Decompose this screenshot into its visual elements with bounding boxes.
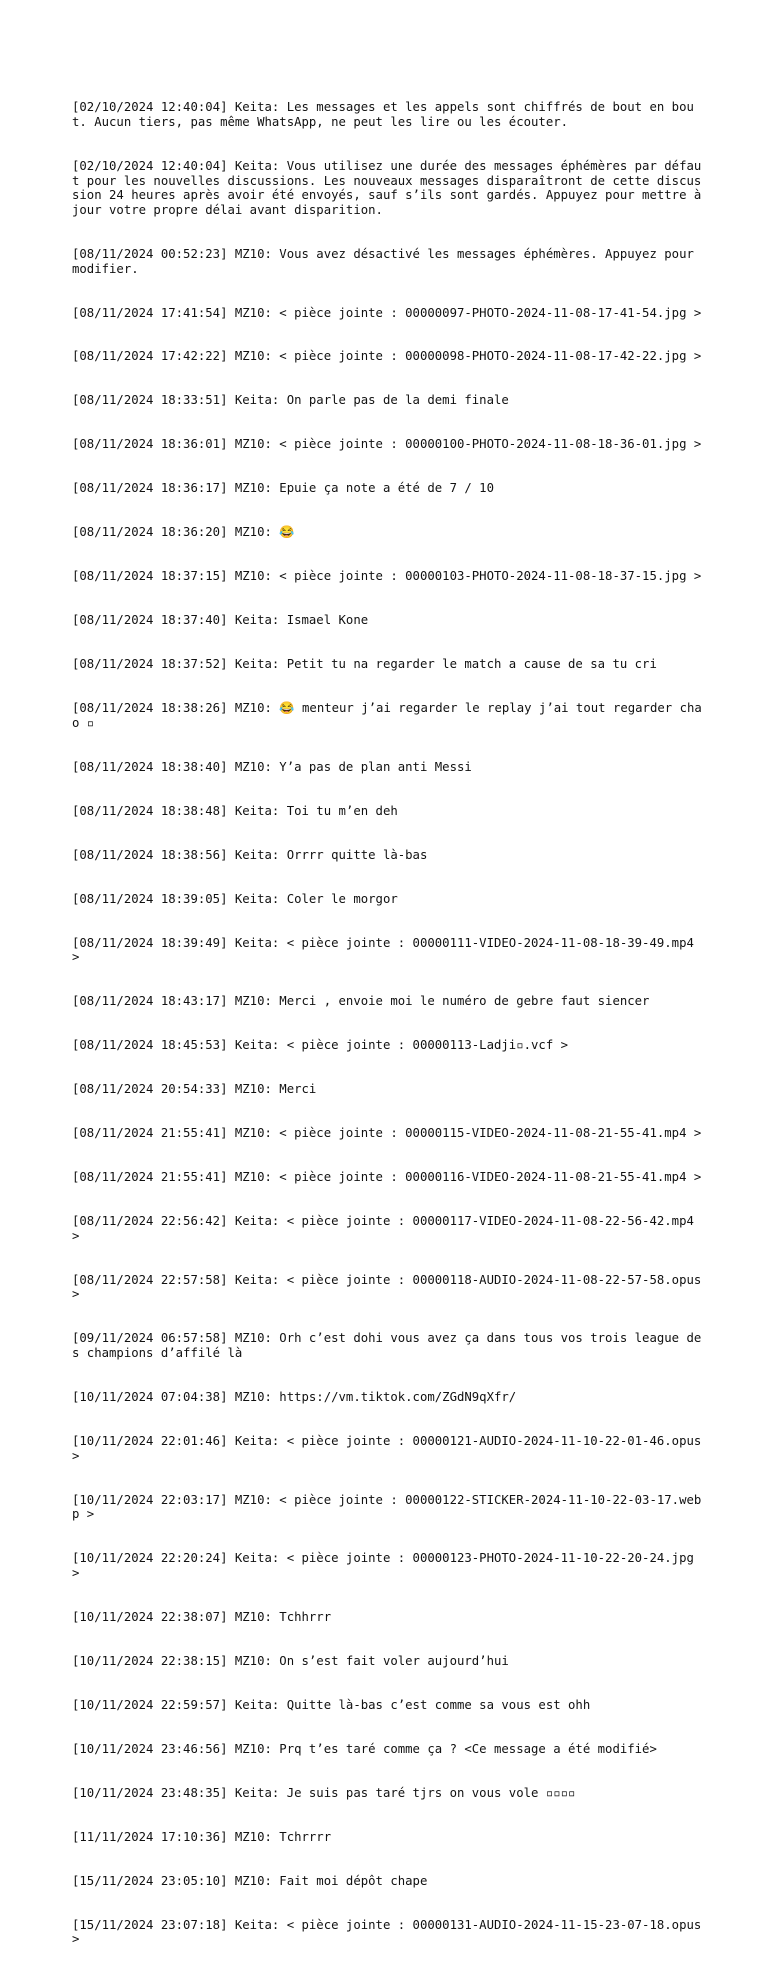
transcript-line: [08/11/2024 18:38:40] MZ10: Y’a pas de plan anti Messi bbox=[72, 759, 472, 774]
transcript-line: [08/11/2024 17:42:22] MZ10: < pièce jointe : 00000098-PHOTO-2024-11-08-17-42-22.jpg > bbox=[72, 349, 702, 364]
transcript-line: [08/11/2024 21:55:41] MZ10: < pièce jointe : 00000116-VIDEO-2024-11-08-21-55-41.mp4 > bbox=[72, 1170, 702, 1185]
transcript-line: [08/11/2024 22:57:58] Keita: < pièce jointe : 00000118-AUDIO-2024-11-08-22-57-58.opus > bbox=[72, 1272, 709, 1302]
transcript-line: [10/11/2024 22:59:57] Keita: Quitte là-bas c’est comme sa vous est ohh bbox=[72, 1697, 591, 1712]
transcript-line: [08/11/2024 22:56:42] Keita: < pièce jointe : 00000117-VIDEO-2024-11-08-22-56-42.mp4 > bbox=[72, 1214, 702, 1243]
transcript-line: [10/11/2024 23:46:56] MZ10: Prq t’es taré comme ça ? <Ce message a été modifié> bbox=[72, 1741, 657, 1756]
transcript-line: [10/11/2024 22:01:46] Keita: < pièce jointe : 00000121-AUDIO-2024-11-10-22-01-46.opus > bbox=[72, 1434, 709, 1463]
transcript-line: [11/11/2024 17:10:36] MZ10: Tchrrrr bbox=[72, 1829, 332, 1844]
transcript-line: [02/10/2024 12:40:04] Keita: Vous utilisez une durée des messages éphémères par défaut pour les nouvelles discussions. Les nouveaux messages disparaîtront de cette discussion 24 heures après avoir été envoyés, sauf s’ils sont gardés. Appuyez pour mettre à jour votre propre délai avant disparition. bbox=[72, 158, 709, 217]
transcript-line: [08/11/2024 18:36:01] MZ10: < pièce jointe : 00000100-PHOTO-2024-11-08-18-36-01.jpg > bbox=[72, 437, 702, 452]
transcript-line: [08/11/2024 18:36:20] MZ10: 😂 bbox=[72, 525, 295, 540]
transcript-line: [08/11/2024 18:45:53] Keita: < pièce jointe : 00000113-Ladji▫.vcf > bbox=[72, 1038, 569, 1053]
transcript-line: [10/11/2024 22:38:07] MZ10: Tchhrrr bbox=[72, 1609, 332, 1624]
transcript-line: [08/11/2024 18:38:26] MZ10: 😂 menteur j’ai regarder le replay j’ai tout regarder chao ▫ bbox=[72, 701, 702, 730]
transcript-line: [10/11/2024 22:20:24] Keita: < pièce jointe : 00000123-PHOTO-2024-11-10-22-20-24.jpg > bbox=[72, 1551, 702, 1580]
transcript-line: [10/11/2024 22:03:17] MZ10: < pièce jointe : 00000122-STICKER-2024-11-10-22-03-17.webp > bbox=[72, 1492, 702, 1522]
transcript-line: [09/11/2024 06:57:58] MZ10: Orh c’est dohi vous avez ça dans tous vos trois league des champions d’affilé là bbox=[72, 1331, 702, 1361]
transcript-line: [02/10/2024 12:40:04] Keita: Les messages et les appels sont chiffrés de bout en bout. Aucun tiers, pas même WhatsApp, ne peut les lire ou les écouter. bbox=[72, 100, 694, 129]
transcript-line: [08/11/2024 18:36:17] MZ10: Epuie ça note a été de 7 / 10 bbox=[72, 481, 494, 496]
transcript-line: [08/11/2024 18:37:15] MZ10: < pièce jointe : 00000103-PHOTO-2024-11-08-18-37-15.jpg > bbox=[72, 569, 702, 584]
transcript-line: [08/11/2024 18:38:56] Keita: Orrrr quitte là-bas bbox=[72, 847, 428, 862]
transcript-line: [08/11/2024 00:52:23] MZ10: Vous avez désactivé les messages éphémères. Appuyez pour modifier. bbox=[72, 246, 702, 276]
transcript-line: [10/11/2024 22:38:15] MZ10: On s’est fait voler aujourd’hui bbox=[72, 1653, 509, 1668]
transcript-line: [08/11/2024 17:41:54] MZ10: < pièce jointe : 00000097-PHOTO-2024-11-08-17-41-54.jpg > bbox=[72, 305, 702, 320]
transcript-line: [08/11/2024 18:43:17] MZ10: Merci , envoie moi le numéro de gebre faut siencer bbox=[72, 994, 650, 1009]
transcript-line: [08/11/2024 21:55:41] MZ10: < pièce jointe : 00000115-VIDEO-2024-11-08-21-55-41.mp4 > bbox=[72, 1126, 702, 1141]
transcript-line: [08/11/2024 20:54:33] MZ10: Merci bbox=[72, 1082, 317, 1097]
transcript-line: [08/11/2024 18:37:52] Keita: Petit tu na regarder le match a cause de sa tu cri bbox=[72, 657, 657, 672]
transcript-line: [15/11/2024 23:05:10] MZ10: Fait moi dépôt chape bbox=[72, 1873, 428, 1888]
transcript-line: [08/11/2024 18:39:49] Keita: < pièce jointe : 00000111-VIDEO-2024-11-08-18-39-49.mp4 > bbox=[72, 935, 702, 965]
transcript-line: [10/11/2024 07:04:38] MZ10: https://vm.tiktok.com/ZGdN9qXfr/ bbox=[72, 1390, 517, 1405]
transcript-line: [08/11/2024 18:33:51] Keita: On parle pas de la demi finale bbox=[72, 393, 509, 408]
transcript-line: [08/11/2024 18:39:05] Keita: Coler le morgor bbox=[72, 891, 398, 906]
transcript-line: [08/11/2024 18:37:40] Keita: Ismael Kone bbox=[72, 613, 369, 628]
transcript-line: [15/11/2024 23:07:18] Keita: < pièce jointe : 00000131-AUDIO-2024-11-15-23-07-18.opus > bbox=[72, 1917, 709, 1947]
transcript-line: [08/11/2024 18:38:48] Keita: Toi tu m’en deh bbox=[72, 803, 398, 818]
transcript-line: [10/11/2024 23:48:35] Keita: Je suis pas taré tjrs on vous vole ▫▫▫▫ bbox=[72, 1785, 576, 1800]
